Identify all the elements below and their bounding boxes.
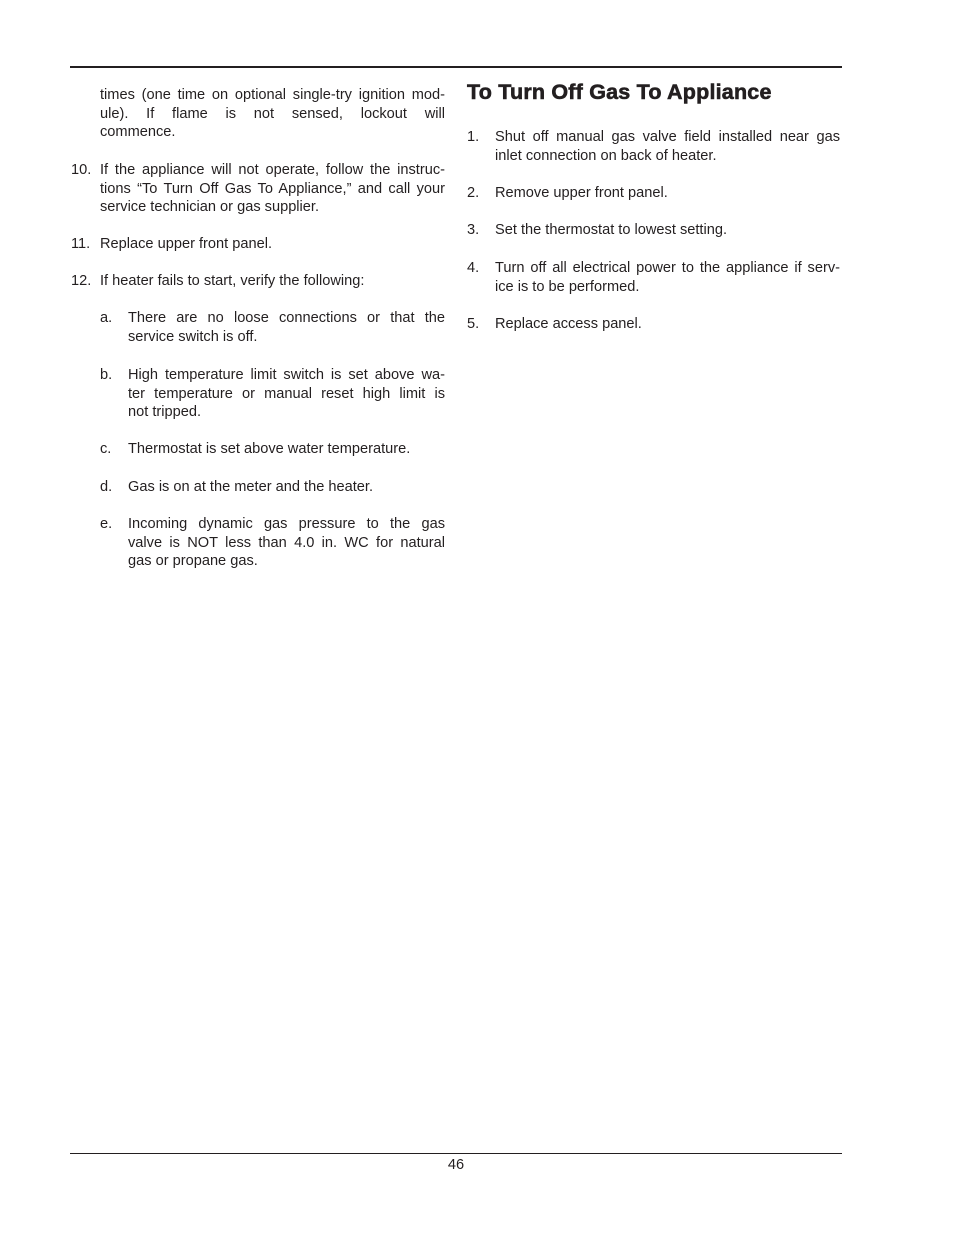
text-line: inlet connection on back of heater. [495, 147, 717, 164]
list-item-number: 2. [467, 185, 480, 201]
list-item-number: 5. [467, 316, 480, 332]
text-line: ice is to be performed. [495, 278, 640, 295]
list-item-text [100, 86, 445, 142]
list-item-number: 4. [467, 260, 480, 276]
list-item-number: e. [100, 516, 113, 532]
list-item-number: 10. [71, 162, 92, 178]
text-line: tions “To Turn Off Gas To Appliance,” and call your [100, 180, 445, 197]
list-item-number: b. [100, 367, 113, 383]
text-line: gas or propane gas. [128, 553, 258, 570]
text-line: not tripped. [128, 404, 202, 421]
text-line: Thermostat is set above water temperature. [128, 441, 411, 457]
text-line: ter temperature or manual reset high limit is [128, 385, 445, 402]
top-rule [70, 66, 842, 68]
text-line: Remove upper front panel. [495, 185, 668, 201]
list-item-text [128, 440, 445, 459]
list-item-text [128, 309, 445, 346]
list-item-number: 11. [71, 236, 91, 252]
list-item-number: c. [100, 441, 112, 457]
section-heading: To Turn Off Gas To Appliance [467, 80, 772, 104]
list-item-number: a. [100, 310, 113, 326]
text-line: Shut off manual gas valve field installed near gas [495, 129, 840, 145]
text-line: There are no loose connections or that the [128, 310, 445, 326]
list-item-number: 3. [467, 222, 480, 238]
list-item-number: d. [100, 479, 113, 495]
text-line: High temperature limit switch is set above wa- [128, 367, 445, 383]
text-line: If heater fails to start, verify the following: [100, 273, 365, 289]
list-item-text [100, 161, 445, 217]
list-item-text [128, 366, 445, 422]
list-item-text [100, 272, 445, 291]
list-item-number: 1. [467, 129, 480, 145]
list-item-number: 12. [71, 273, 92, 289]
bottom-rule [70, 1153, 842, 1154]
text-line: Gas is on at the meter and the heater. [128, 479, 374, 495]
text-line: Replace access panel. [495, 316, 642, 332]
list-item-text [100, 235, 445, 254]
list-item-text [128, 478, 445, 497]
text-line: service technician or gas supplier. [100, 199, 320, 216]
text-line: Incoming dynamic gas pressure to the gas [128, 516, 445, 532]
text-line: Replace upper front panel. [100, 236, 272, 252]
list-item-text [495, 221, 840, 240]
page-number: 46 [447, 1157, 465, 1173]
list-item-text [128, 515, 445, 571]
list-item-text [495, 128, 840, 165]
text-line: valve is NOT less than 4.0 in. WC for natural [128, 534, 445, 551]
text-line: commence. [100, 124, 176, 141]
text-line: Turn off all electrical power to the appliance if serv- [495, 260, 840, 276]
list-item-text [495, 315, 840, 334]
text-line: service switch is off. [128, 328, 258, 345]
text-line: If the appliance will not operate, follow the instruc- [100, 162, 445, 178]
list-item-text [495, 259, 840, 296]
text-line: times (one time on optional single-try ignition mod- [100, 87, 445, 103]
text-line: Set the thermostat to lowest setting. [495, 222, 727, 238]
list-item-text [495, 184, 840, 203]
text-line: ule). If flame is not sensed, lockout will [100, 105, 445, 122]
